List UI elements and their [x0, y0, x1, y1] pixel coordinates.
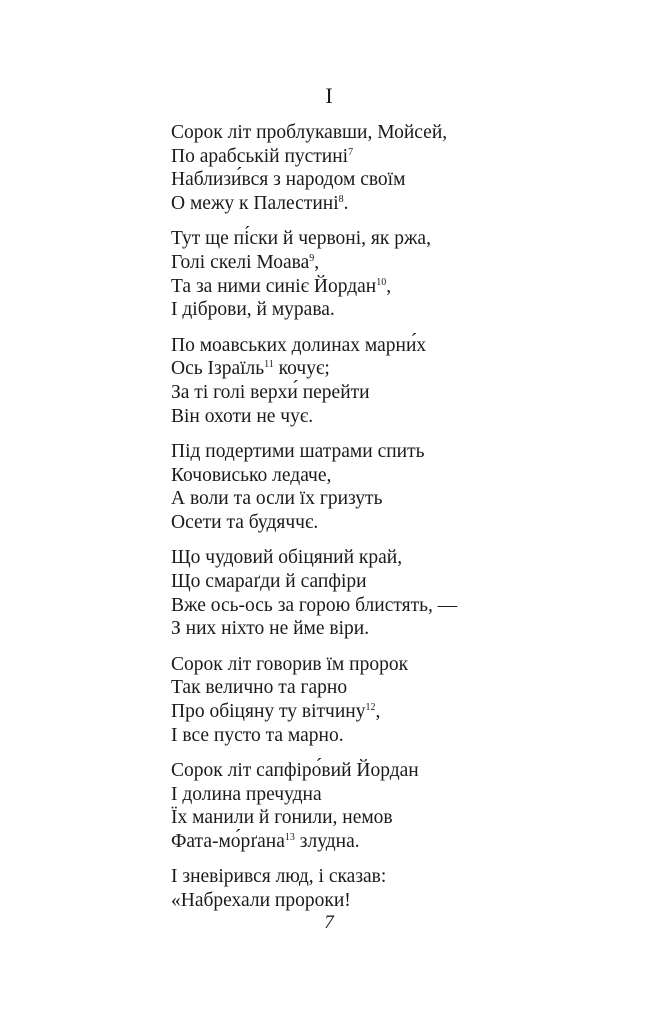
stanza: [171, 653, 611, 748]
verse-line-text: І долина пречудна: [171, 783, 322, 805]
verse-line: [171, 783, 611, 807]
verse-line-text: Фата-мо́рґана: [171, 830, 285, 852]
verse-line-text: Голі скелі Моава: [171, 252, 310, 274]
verse-line: [171, 464, 611, 488]
verse-line-text: По арабській пустині: [171, 145, 349, 167]
verse-line: [171, 806, 611, 830]
footnote-marker: 9: [309, 253, 315, 265]
verse-line-text: Що чудовий обіцяний край,: [171, 547, 403, 569]
verse-line-text: І все пусто та марно.: [171, 724, 344, 746]
verse-line: [171, 405, 611, 429]
verse-line-text: Про обіцяну ту вітчину: [171, 700, 366, 722]
verse-line-text: За ті голі верхи́ перейти: [171, 382, 370, 404]
verse-line-tail: злудна.: [294, 830, 360, 852]
verse-line-text: Сорок літ говорив їм пророк: [171, 653, 409, 675]
stanza: [171, 440, 611, 535]
verse-line: [171, 334, 611, 358]
footnote-marker: 7: [348, 146, 354, 158]
verse-line: [171, 724, 611, 748]
verse-line: [171, 759, 611, 783]
verse-line-tail: ,: [375, 700, 381, 722]
verse-line-text: Вже ось-ось за горою блистять, —: [171, 594, 458, 616]
verse-line: [171, 227, 611, 251]
footnote-marker: 8: [338, 194, 344, 206]
verse-line-text: І діброви, й мурава.: [171, 299, 335, 321]
verse-line: [171, 251, 611, 275]
verse-line: [171, 440, 611, 464]
verse-line-text: Він охоти не чує.: [171, 405, 314, 427]
verse-line-text: Та за ними синіє Йордан: [171, 275, 377, 297]
stanza: [171, 121, 611, 216]
verse-line: [171, 298, 611, 322]
stanza: [171, 334, 611, 429]
verse-line: [171, 121, 611, 145]
verse-line: [171, 357, 611, 381]
verse-line: [171, 192, 611, 216]
section-numeral: I: [325, 83, 333, 108]
verse-line-text: Так велично та гарно: [171, 677, 348, 699]
stanza: [171, 865, 611, 912]
footnote-marker: 10: [376, 276, 387, 288]
footnote-marker: 12: [365, 701, 376, 713]
verse-line-text: Кочовисько ледаче,: [171, 464, 332, 486]
verse-line: [171, 617, 611, 641]
stanza: [171, 759, 611, 854]
verse-line: [171, 889, 611, 913]
verse-line: [171, 865, 611, 889]
stanza: [171, 546, 611, 641]
verse-line-text: А воли та осли їх гризуть: [171, 488, 383, 510]
verse-line-tail: кочує;: [273, 358, 330, 380]
verse-line: [171, 275, 611, 299]
verse-line-tail: .: [343, 193, 349, 215]
verse-line-tail: ,: [386, 275, 392, 297]
verse-line-text: Сорок літ проблукавши, Мойсей,: [171, 122, 448, 143]
verse-line: [171, 145, 611, 169]
verse-line-text: Сорок літ сапфіро́вий Йордан: [171, 759, 419, 781]
verse-line: [171, 487, 611, 511]
verse-line: [171, 168, 611, 192]
verse-line-text: Ось Ізраїль: [171, 358, 265, 380]
stanza: [171, 227, 611, 322]
verse-line-text: «Набрехали пророки!: [171, 889, 351, 911]
verse-line: [171, 570, 611, 594]
verse-line-text: Їх манили й гонили, немов: [171, 807, 393, 829]
footnote-marker: 11: [264, 359, 274, 371]
verse-line: [171, 700, 611, 724]
verse-line-text: Наблизи́вся з народом своїм: [171, 169, 406, 191]
verse-line: [171, 546, 611, 570]
verse-line-text: З них ніхто не йме віри.: [171, 618, 370, 640]
verse-line-tail: ,: [314, 252, 320, 274]
verse-line: [171, 676, 611, 700]
poem-body: [171, 121, 611, 924]
verse-line: [171, 830, 611, 854]
verse-line: [171, 511, 611, 535]
verse-line-text: По моавських долинах марни́х: [171, 334, 427, 356]
verse-line-text: Під подертими шатрами спить: [171, 440, 425, 462]
verse-line-text: Тут ще пі́ски й червоні, як ржа,: [171, 228, 431, 250]
verse-line-text: О межу к Палестині: [171, 193, 339, 215]
verse-line: [171, 653, 611, 677]
verse-line: [171, 594, 611, 618]
verse-line: [171, 381, 611, 405]
page-number: 7: [324, 912, 334, 933]
footnote-marker: 13: [284, 831, 295, 843]
verse-line-text: Що смараґди й сапфіри: [171, 570, 367, 592]
verse-line-text: Осети та будяччє.: [171, 512, 319, 534]
verse-line-text: І зневірився люд, і сказав:: [171, 866, 387, 888]
